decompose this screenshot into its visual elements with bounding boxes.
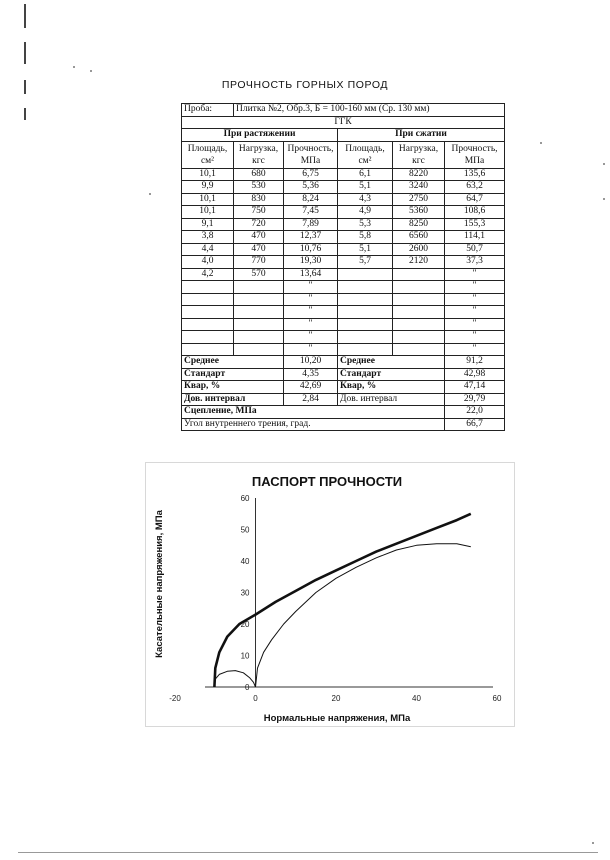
var-label-compression: Квар, %: [338, 381, 445, 394]
probe-label: Проба:: [182, 104, 234, 117]
scan-margin-mark: [24, 4, 26, 28]
table-cell: [234, 306, 284, 319]
table-cell: [338, 331, 393, 344]
table-cell: [182, 293, 234, 306]
table-cell: ": [445, 306, 505, 319]
mean-compression: 91,2: [445, 356, 505, 369]
col-header: Нагрузка, кгс: [234, 141, 284, 168]
table-cell: 7,89: [284, 218, 338, 231]
strength-table: [181, 103, 505, 431]
mean-tension: 10,20: [284, 356, 338, 369]
table-cell: 720: [234, 218, 284, 231]
group-row: [182, 116, 505, 129]
var-compression: 47,14: [445, 381, 505, 394]
group-label: ГГК: [182, 116, 505, 129]
col-header: Нагрузка, кгс: [393, 141, 445, 168]
table-cell: ": [445, 293, 505, 306]
stats-row-mean: [182, 356, 505, 369]
table-cell: [338, 293, 393, 306]
scan-speck: [592, 842, 594, 844]
table-cell: [393, 281, 445, 294]
x-tick-label: 40: [412, 694, 421, 703]
table-cell: 4,9: [338, 206, 393, 219]
table-cell: 9,1: [182, 218, 234, 231]
probe-value: Плитка №2, Обр.3, Б = 100-160 мм (Ср. 130 мм): [234, 104, 505, 117]
table-cell: [234, 343, 284, 356]
table-cell: [182, 331, 234, 344]
x-tick-label: 20: [331, 694, 341, 703]
table-cell: 8250: [393, 218, 445, 231]
table-cell: [393, 306, 445, 319]
col-header: Прочность, МПа: [445, 141, 505, 168]
friction-value: 66,7: [445, 418, 505, 431]
table-row: [182, 306, 505, 319]
table-cell: 4,2: [182, 268, 234, 281]
table-cell: [234, 331, 284, 344]
table-cell: 4,0: [182, 256, 234, 269]
cohesion-value: 22,0: [445, 406, 505, 419]
table-cell: [393, 318, 445, 331]
table-cell: 50,7: [445, 243, 505, 256]
table-cell: [393, 268, 445, 281]
table-cell: ": [284, 306, 338, 319]
table-row: [182, 206, 505, 219]
table-cell: 10,1: [182, 168, 234, 181]
table-cell: 10,1: [182, 193, 234, 206]
mean-label: Среднее: [182, 356, 284, 369]
std-tension: 4,35: [284, 368, 338, 381]
y-tick-label: 60: [240, 494, 250, 503]
table-row: [182, 293, 505, 306]
var-label: Квар, %: [182, 381, 284, 394]
table-cell: 8220: [393, 168, 445, 181]
col-header: Площадь, см²: [338, 141, 393, 168]
table-cell: 3240: [393, 181, 445, 194]
table-cell: [182, 306, 234, 319]
std-compression: 42,98: [445, 368, 505, 381]
table-cell: 155,3: [445, 218, 505, 231]
table-cell: ": [284, 281, 338, 294]
table-cell: 2750: [393, 193, 445, 206]
table-cell: ": [284, 318, 338, 331]
table-cell: 830: [234, 193, 284, 206]
table-cell: ": [284, 331, 338, 344]
table-cell: 6,1: [338, 168, 393, 181]
table-cell: 13,64: [284, 268, 338, 281]
table-cell: 4,4: [182, 243, 234, 256]
table-cell: 5,7: [338, 256, 393, 269]
x-tick-label: 60: [492, 694, 502, 703]
table-cell: [338, 281, 393, 294]
table-cell: [338, 318, 393, 331]
table-cell: 770: [234, 256, 284, 269]
table-cell: ": [445, 268, 505, 281]
y-tick-label: 50: [240, 525, 250, 535]
stats-row-ci: [182, 393, 505, 406]
table-cell: 5,3: [338, 218, 393, 231]
stats-row-friction: [182, 418, 505, 431]
table-cell: [338, 343, 393, 356]
table-cell: 64,7: [445, 193, 505, 206]
section-header-row: [182, 129, 505, 142]
stats-row-std: [182, 368, 505, 381]
ci-label: Дов. интервал: [182, 393, 284, 406]
table-row: [182, 318, 505, 331]
table-row: [182, 281, 505, 294]
table-cell: [393, 343, 445, 356]
x-axis-label: Нормальные напряжения, МПа: [263, 713, 411, 724]
chart-svg: [145, 462, 515, 727]
table-cell: 19,30: [284, 256, 338, 269]
table-cell: 5,8: [338, 231, 393, 244]
table-cell: 2120: [393, 256, 445, 269]
table-cell: 5,36: [284, 181, 338, 194]
table-cell: 8,24: [284, 193, 338, 206]
tension-header: При растяжении: [182, 129, 338, 142]
std-label: Стандарт: [182, 368, 284, 381]
table-cell: 470: [234, 231, 284, 244]
table-cell: 10,1: [182, 206, 234, 219]
table-cell: 5,1: [338, 181, 393, 194]
col-header: Площадь, см²: [182, 141, 234, 168]
table-cell: 2600: [393, 243, 445, 256]
table-cell: [182, 343, 234, 356]
scan-speck: [603, 198, 605, 200]
table-cell: [234, 281, 284, 294]
scan-bottom-line: [18, 852, 598, 853]
table-cell: ": [445, 281, 505, 294]
table-cell: 470: [234, 243, 284, 256]
compression-header: При сжатии: [338, 129, 505, 142]
friction-label: Угол внутреннего трения, град.: [182, 418, 445, 431]
table-cell: ": [445, 318, 505, 331]
y-tick-label: 40: [240, 557, 250, 566]
table-cell: 5360: [393, 206, 445, 219]
std-label-compression: Стандарт: [338, 368, 445, 381]
table-cell: [393, 331, 445, 344]
ci-label-compression: Дов. интервал: [338, 393, 445, 406]
table-row: [182, 218, 505, 231]
table-row: [182, 243, 505, 256]
table-cell: [393, 293, 445, 306]
table-row: [182, 268, 505, 281]
x-tick-label: 0: [253, 694, 258, 703]
table-cell: [234, 293, 284, 306]
x-tick-label: -20: [169, 694, 181, 703]
table-cell: 135,6: [445, 168, 505, 181]
table-cell: 108,6: [445, 206, 505, 219]
strength-passport-chart: [145, 462, 515, 727]
table-cell: 10,76: [284, 243, 338, 256]
table-cell: 3,8: [182, 231, 234, 244]
table-cell: 63,2: [445, 181, 505, 194]
table-cell: 680: [234, 168, 284, 181]
table-cell: ": [284, 293, 338, 306]
probe-row: [182, 104, 505, 117]
scan-speck: [90, 70, 92, 72]
table-cell: 6,75: [284, 168, 338, 181]
table-row: [182, 331, 505, 344]
table-row: [182, 181, 505, 194]
table-cell: ": [445, 343, 505, 356]
scan-speck: [149, 193, 151, 195]
table-cell: 114,1: [445, 231, 505, 244]
table-cell: [338, 268, 393, 281]
mean-label-compression: Среднее: [338, 356, 445, 369]
column-header-row: [182, 141, 505, 168]
col-header: Прочность, МПа: [284, 141, 338, 168]
y-tick-label: 10: [240, 651, 250, 661]
chart-title: ПАСПОРТ ПРОЧНОСТИ: [251, 474, 403, 489]
y-tick-label: 20: [240, 620, 250, 629]
scan-speck: [73, 66, 75, 68]
stats-row-cohesion: [182, 406, 505, 419]
table-cell: 6560: [393, 231, 445, 244]
ci-compression: 29,79: [445, 393, 505, 406]
table-cell: 7,45: [284, 206, 338, 219]
var-tension: 42,69: [284, 381, 338, 394]
table-cell: 37,3: [445, 256, 505, 269]
table-cell: 5,1: [338, 243, 393, 256]
document-title: ПРОЧНОСТЬ ГОРНЫХ ПОРОД: [221, 79, 389, 91]
scan-margin-mark: [24, 42, 26, 64]
y-axis-label: Касательные напряжения, МПа: [154, 510, 165, 658]
table-row: [182, 343, 505, 356]
table-cell: 750: [234, 206, 284, 219]
table-cell: [182, 281, 234, 294]
table-cell: 4,3: [338, 193, 393, 206]
scan-margin-mark: [24, 108, 26, 120]
table-cell: [338, 306, 393, 319]
table-cell: 9,9: [182, 181, 234, 194]
table-cell: ": [445, 331, 505, 344]
table-row: [182, 168, 505, 181]
cohesion-label: Сцепление, МПа: [182, 406, 445, 419]
table-row: [182, 193, 505, 206]
table-cell: 12,37: [284, 231, 338, 244]
table-row: [182, 231, 505, 244]
table-cell: 530: [234, 181, 284, 194]
table-row: [182, 256, 505, 269]
table-cell: [234, 318, 284, 331]
ci-tension: 2,84: [284, 393, 338, 406]
stats-row-var: [182, 381, 505, 394]
table-cell: [182, 318, 234, 331]
scan-speck: [540, 142, 542, 144]
y-tick-label: 0: [245, 683, 250, 692]
y-tick-label: 30: [240, 588, 250, 598]
table-cell: ": [284, 343, 338, 356]
table-cell: 570: [234, 268, 284, 281]
scan-speck: [603, 163, 605, 165]
